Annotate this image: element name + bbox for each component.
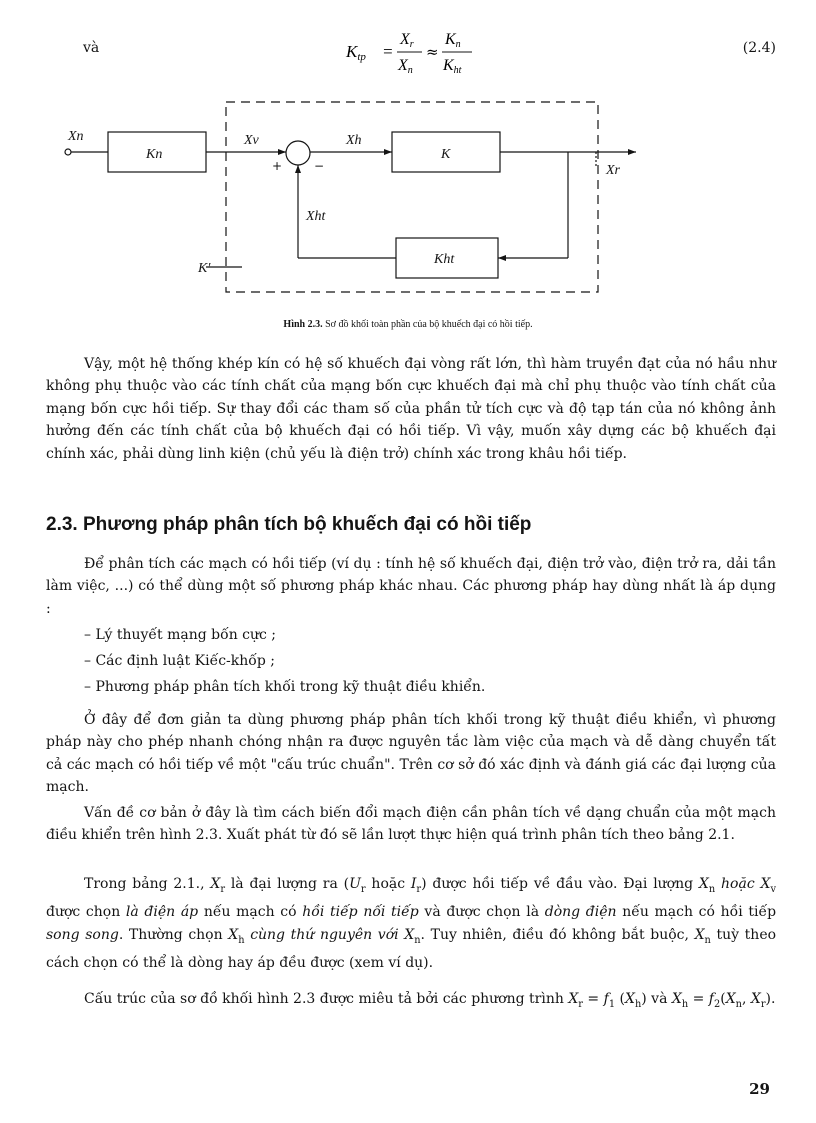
- arrow-feedback-up: [295, 165, 301, 173]
- label-xht: Xht: [306, 209, 326, 224]
- eq-lhs: Ktp: [346, 42, 366, 63]
- eq-frac1-num: Xr: [400, 31, 414, 50]
- caption-text: Sơ đồ khối toàn phần của bộ khuếch đại có hồi tiếp.: [325, 319, 533, 330]
- eq-approx: ≈: [426, 43, 439, 61]
- eq-frac2-num: Kn: [445, 31, 461, 50]
- block-diagram: [46, 92, 646, 302]
- section-heading: 2.3. Phương pháp phân tích bộ khuếch đại có hồi tiếp: [46, 514, 532, 535]
- equation-formula: [346, 26, 546, 78]
- label-xn: Xn: [68, 129, 84, 144]
- input-terminal: [65, 149, 71, 155]
- intro-paragraph: Vậy, một hệ thống khép kín có hệ số khuếch đại vòng rất lớn, thì hàm truyền đạt của nó hầu như không phụ thuộc vào các tính chất của mạng bốn cực khuếch đại mà chỉ phụ thuộc vào tính chất của mạng bốn cực hồi tiếp. Sự thay đổi các tham số của phần tử tích cực và độ tạp tán của nó không ảnh hưởng đến các tính chất của bộ khuếch đại có hồi tiếp. Vì vậy, muốn xây dựng các bộ khuếch đại chính xác, phải dùng linh kiện (chủ yếu là điện trở) chính xác trong khâu hồi tiếp.: [46, 356, 776, 462]
- arrow-to-k: [384, 149, 392, 155]
- basic-paragraph: Vấn đề cơ bản ở đây là tìm cách biến đổi mạch điện cần phân tích về dạng chuẩn của một mạch điều khiển trên hình 2.3. Xuất phát từ đó sẽ lần lượt thực hiện quá trình phân tích theo bảng 2.1.: [46, 805, 776, 844]
- equation-prefix: và: [83, 40, 100, 56]
- summing-junction: [286, 141, 310, 165]
- list-item: – Các định luật Kiếc-khốp ;: [84, 653, 275, 669]
- label-kn: Kn: [146, 147, 163, 162]
- list-item: – Phương pháp phân tích khối trong kỹ thuật điều khiển.: [84, 679, 486, 695]
- eq-frac1-den: Xn: [398, 57, 413, 76]
- here-paragraph: Ở đây để đơn giản ta dùng phương pháp phân tích khối trong kỹ thuật điều khiển, vì phương pháp này cho phép nhanh chóng nhận ra được nguyên tắc làm việc của mạch và dễ dàng chuyển tất cả các mạch có hồi tiếp về một "cấu trúc chuẩn". Trên cơ sở đó xác định và đánh giá các đại lượng của mạch.: [46, 712, 776, 796]
- equation-number: (2.4): [742, 40, 776, 56]
- structure-paragraph: Cấu trúc của sơ đồ khối hình 2.3 được miêu tả bởi các phương trình $X_r = f_1$ $(X_h)$ và $X_h = f_2(X_n$, $X_r$).: [84, 991, 776, 1010]
- table-paragraph: Trong bảng 2.1., $X_r$ là đại lượng ra ($U_r$ hoặc $I_r$) được hồi tiếp về đầu vào. Đại lượng $X_n$ hoặc $X_v$ được chọn là điện áp nếu mạch có hồi tiếp nối tiếp và được chọn là dòng điện nếu mạch có hồi tiếp song song. Thường chọn $X_h$ cùng thứ nguyên với $X_n$. Tuy nhiên, điều đó không bắt buộc, $X_n$ tuỳ theo cách chọn có thể là dòng hay áp đều được (xem ví dụ).: [46, 876, 777, 971]
- label-k: K: [441, 147, 451, 162]
- eq-equals: =: [382, 42, 394, 61]
- label-minus: −: [314, 159, 325, 173]
- label-xv: Xv: [244, 133, 259, 148]
- figure-caption: [0, 319, 816, 330]
- page-number: 29: [749, 1080, 770, 1098]
- label-kprime: K′: [198, 261, 211, 276]
- caption-label: Hình 2.3.: [283, 319, 323, 330]
- label-kht: Kht: [434, 252, 455, 267]
- label-xh: Xh: [346, 133, 362, 148]
- dashed-frame: [226, 102, 598, 292]
- eq-frac2-den: Kht: [443, 57, 462, 76]
- label-plus: +: [272, 159, 283, 173]
- arrow-output: [628, 149, 636, 155]
- list-item: – Lý thuyết mạng bốn cực ;: [84, 627, 277, 643]
- arrow-to-sum: [278, 149, 286, 155]
- equation-2-4: [46, 26, 776, 78]
- arrow-to-kht: [498, 255, 506, 261]
- methods-list: [84, 622, 774, 700]
- methods-paragraph: Để phân tích các mạch có hồi tiếp (ví dụ : tính hệ số khuếch đại, điện trở vào, điện trở ra, dải tần làm việc, ...) có thể dùng một số phương pháp khác nhau. Các phương pháp hay dùng nhất là áp dụng :: [46, 556, 776, 617]
- label-xr: Xr: [606, 163, 620, 178]
